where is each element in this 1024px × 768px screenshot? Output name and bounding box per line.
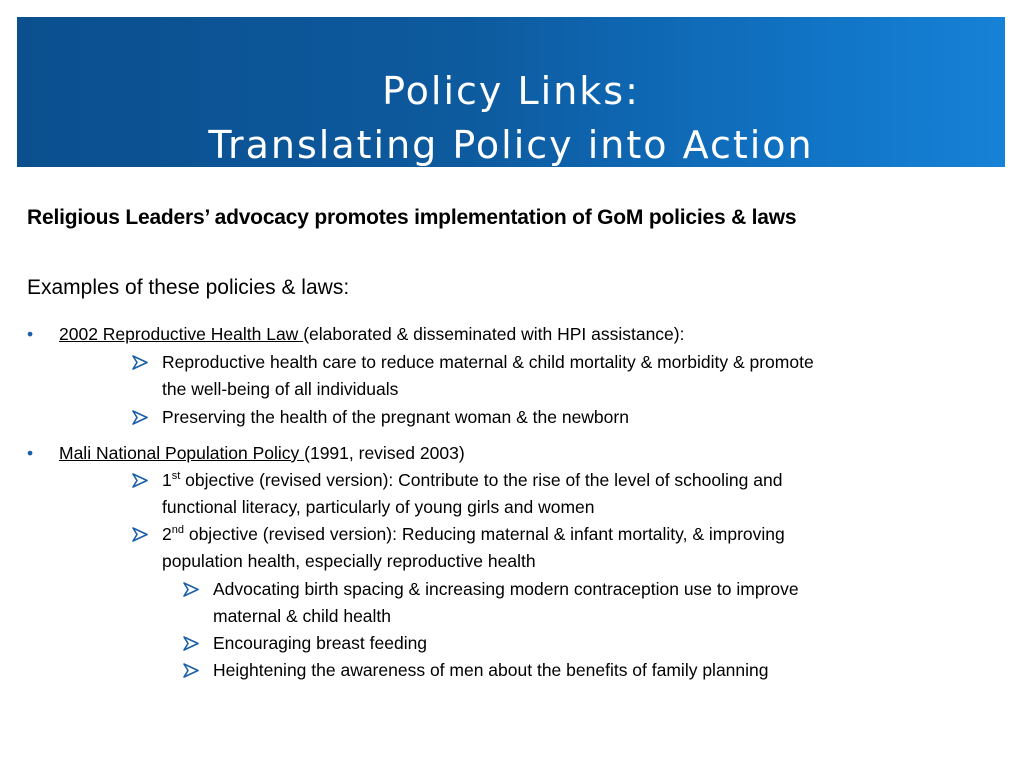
policy-1-item-1: [162, 349, 814, 403]
item-text-line-2: functional literacy, particularly of young girls and women: [162, 497, 595, 517]
item-text-line-1: Advocating birth spacing & increasing modern contraception use to improve: [213, 579, 799, 599]
policy-2-item-2: [162, 521, 785, 575]
item-text-line-1: Preserving the health of the pregnant woman & the newborn: [162, 407, 629, 427]
ordinal-number: 2: [162, 524, 172, 544]
title-line-1: Policy Links:: [382, 69, 640, 113]
arrowhead-bullet-icon: [183, 576, 205, 603]
arrowhead-bullet-icon: [132, 521, 154, 548]
slide-subtitle: Religious Leaders’ advocacy promotes implementation of GoM policies & laws: [27, 206, 797, 229]
item-text: objective (revised version): Contribute to the rise of the level of schooling and: [180, 470, 783, 490]
ordinal-suffix: nd: [171, 524, 184, 537]
policy-2-subitem-1: [213, 576, 799, 630]
item-text-line-1: Reproductive health care to reduce maternal & child mortality & morbidity & promote: [162, 352, 814, 372]
item-text-line-1: [162, 521, 785, 548]
item-text-line-2: the well-being of all individuals: [162, 379, 399, 399]
policy-2-subitem-3: [213, 657, 769, 684]
item-text-line-2: maternal & child health: [213, 606, 392, 626]
arrowhead-bullet-icon: [132, 467, 154, 494]
bullet-dot-icon: •: [27, 443, 34, 463]
policy-name-2[interactable]: Mali National Population Policy: [59, 443, 305, 463]
policy-1-item-2: [162, 404, 629, 431]
arrowhead-bullet-icon: [183, 630, 205, 657]
policy-bullet-1: [27, 323, 684, 345]
examples-heading: Examples of these policies & laws:: [27, 276, 350, 299]
arrowhead-bullet-icon: [183, 657, 205, 684]
arrowhead-bullet-icon: [132, 349, 154, 376]
item-text-line-1: Encouraging breast feeding: [213, 633, 428, 653]
policy-detail-2: (1991, revised 2003): [304, 443, 465, 463]
arrowhead-bullet-icon: [132, 404, 154, 431]
policy-name-1[interactable]: 2002 Reproductive Health Law: [59, 324, 304, 344]
item-text: objective (revised version): Reducing maternal & infant mortality, & improving: [183, 524, 785, 544]
policy-detail-1: (elaborated & disseminated with HPI assistance):: [303, 324, 685, 344]
title-banner: [17, 17, 1005, 167]
policy-2-subitem-2: [213, 630, 427, 657]
item-text-line-2: population health, especially reproductive health: [162, 551, 536, 571]
ordinal-number: 1: [162, 470, 172, 490]
ordinal-suffix: st: [171, 470, 181, 483]
policy-2-item-1: [162, 467, 782, 521]
item-text-line-1: Heightening the awareness of men about the benefits of family planning: [213, 660, 769, 680]
policy-bullet-2: [27, 442, 465, 464]
title-line-2: Translating Policy into Action: [208, 123, 814, 167]
bullet-dot-icon: •: [27, 324, 34, 344]
item-text-line-1: [162, 467, 782, 494]
